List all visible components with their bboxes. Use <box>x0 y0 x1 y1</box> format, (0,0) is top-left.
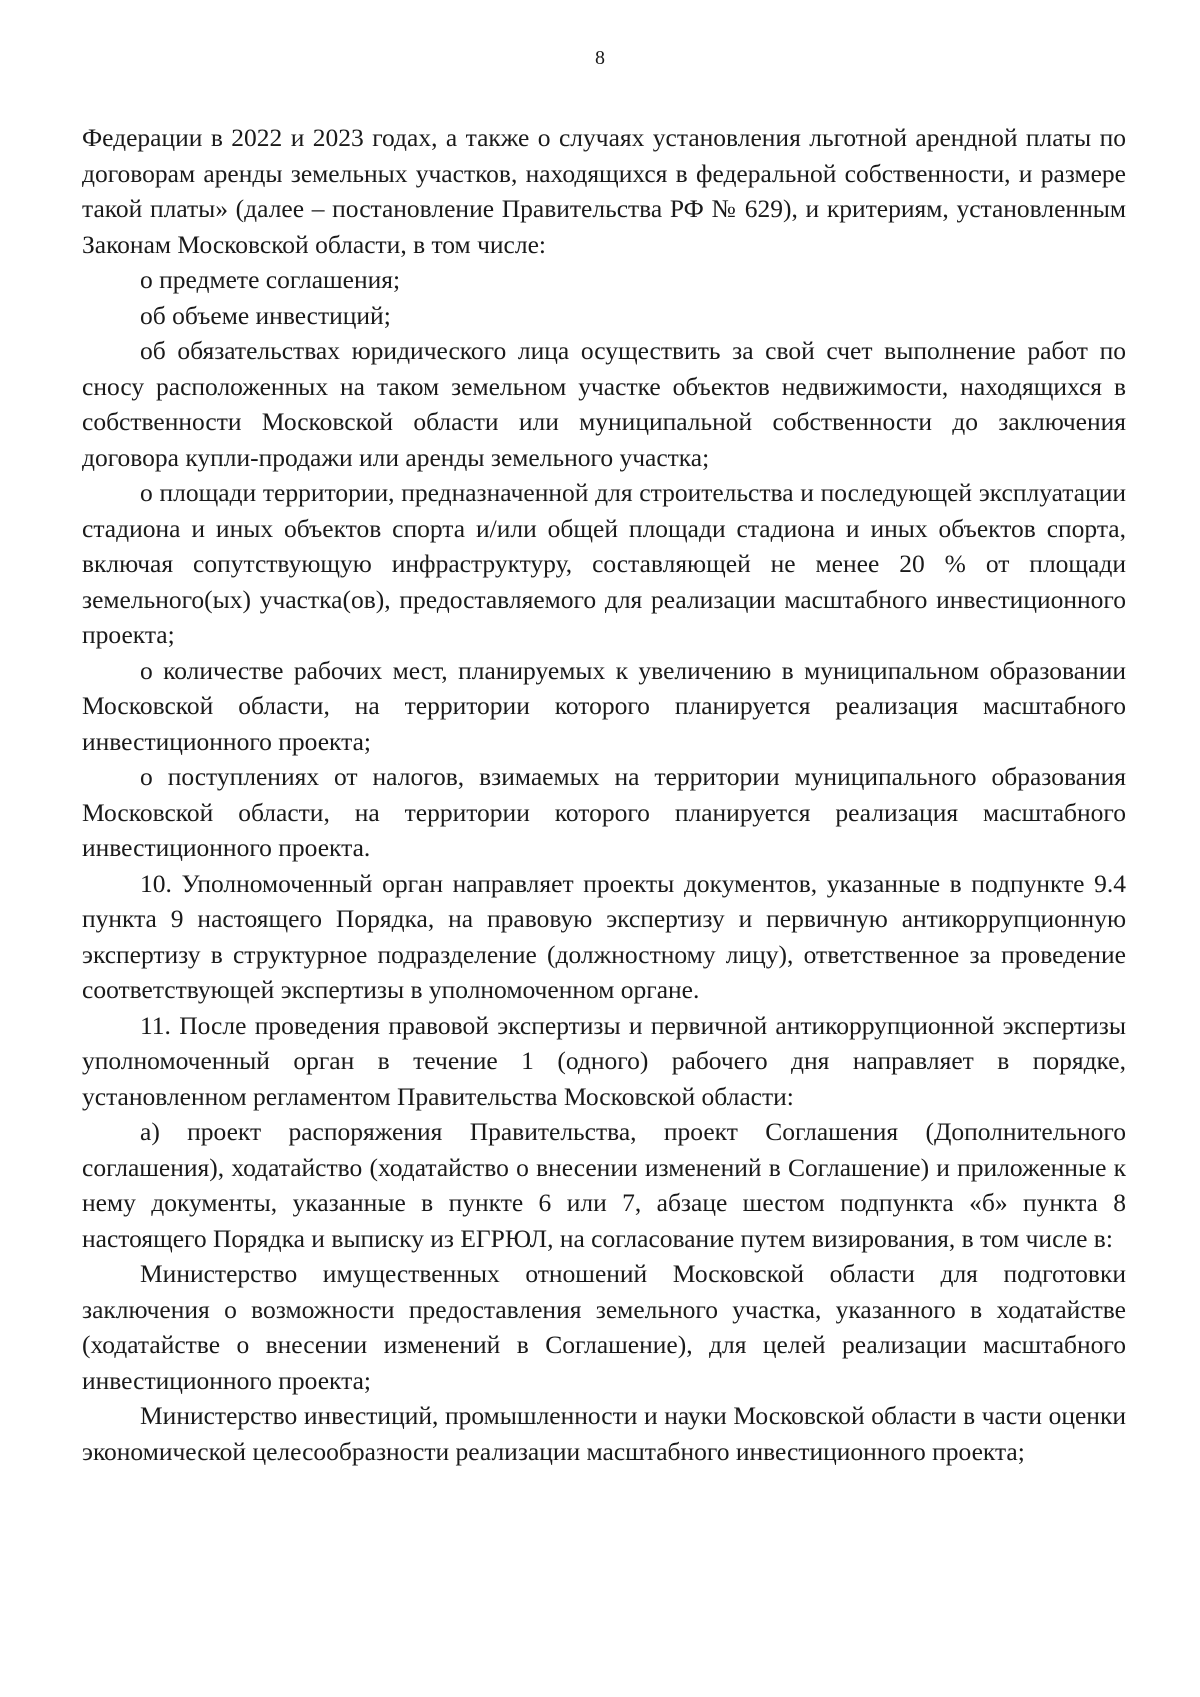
page-number: 8 <box>595 47 605 69</box>
paragraph-criterion-subject: о предмете соглашения; <box>140 265 401 294</box>
paragraph-clause-11: 11. После проведения правовой экспертизы и первичной антикоррупционной экспертизы уполномоченный орган в течение 1 (одного) рабочего дня направляет в порядке, установленном регламентом Правительства Московской области: <box>82 1010 1126 1111</box>
paragraph-clause-10: 10. Уполномоченный орган направляет проекты документов, указанные в подпункте 9.4 пункта 9 настоящего Порядка, на правовую экспертизу и первичную антикоррупционную экспертизу в структурное подразделение (должностному лицу), ответственное за проведение соответствующей экспертизы в уполномоченном органе. <box>82 868 1126 1004</box>
paragraph-criterion-jobs: о количестве рабочих мест, планируемых к увеличению в муниципальном образовании Московской области, на территории которого планируется реализация масштабного инвестиционного проекта; <box>82 655 1126 756</box>
paragraph-ministry-property: Министерство имущественных отношений Московской области для подготовки заключения о возможности предоставления земельного участка, указанного в ходатайстве (ходатайстве о внесении изменений в Соглашение), для целей реализации масштабного инвестиционного проекта; <box>82 1259 1126 1395</box>
paragraph-clause-11-a: а) проект распоряжения Правительства, проект Соглашения (Дополнительного соглашения), ходатайство (ходатайство о внесении изменений в Соглашение) и приложенные к нему документы, указанные в пункте 6 или 7, абзаце шестом подпункта «б» пункта 8 настоящего Порядка и выписку из ЕГРЮЛ, на согласование путем визирования, в том числе в: <box>82 1117 1126 1253</box>
paragraph-criterion-area: о площади территории, предназначенной для строительства и последующей эксплуатации стадиона и иных объектов спорта и/или общей площади стадиона и иных объектов спорта, включая сопутствующую инфраструктуру, составляющей не менее 20 % от площади земельного(ых) участка(ов), предоставляемого для реализации масштабного инвестиционного проекта; <box>82 478 1126 649</box>
paragraph-criterion-taxes: о поступлениях от налогов, взимаемых на территории муниципального образования Московской области, на территории которого планируется реализация масштабного инвестиционного проекта. <box>82 762 1126 862</box>
paragraph-ministry-investment: Министерство инвестиций, промышленности и науки Московской области в части оценки экономической целесообразности реализации масштабного инвестиционного проекта; <box>82 1401 1126 1466</box>
document-body <box>82 120 1126 1469</box>
paragraph-criterion-demolition: об обязательствах юридического лица осуществить за свой счет выполнение работ по сносу расположенных на таком земельном участке объектов недвижимости, находящихся в собственности Московской области или муниципальной собственности до заключения договора купли-продажи или аренды земельного участка; <box>82 336 1126 472</box>
paragraph-continuation: Федерации в 2022 и 2023 годах, а также о случаях установления льготной арендной платы по договорам аренды земельных участков, находящихся в федеральной собственности, и размере такой платы» (далее – постановление Правительства РФ № 629), и критериям, установленным Законам Московской области, в том числе: <box>82 123 1126 259</box>
paragraph-criterion-investment: об объеме инвестиций; <box>140 300 391 330</box>
